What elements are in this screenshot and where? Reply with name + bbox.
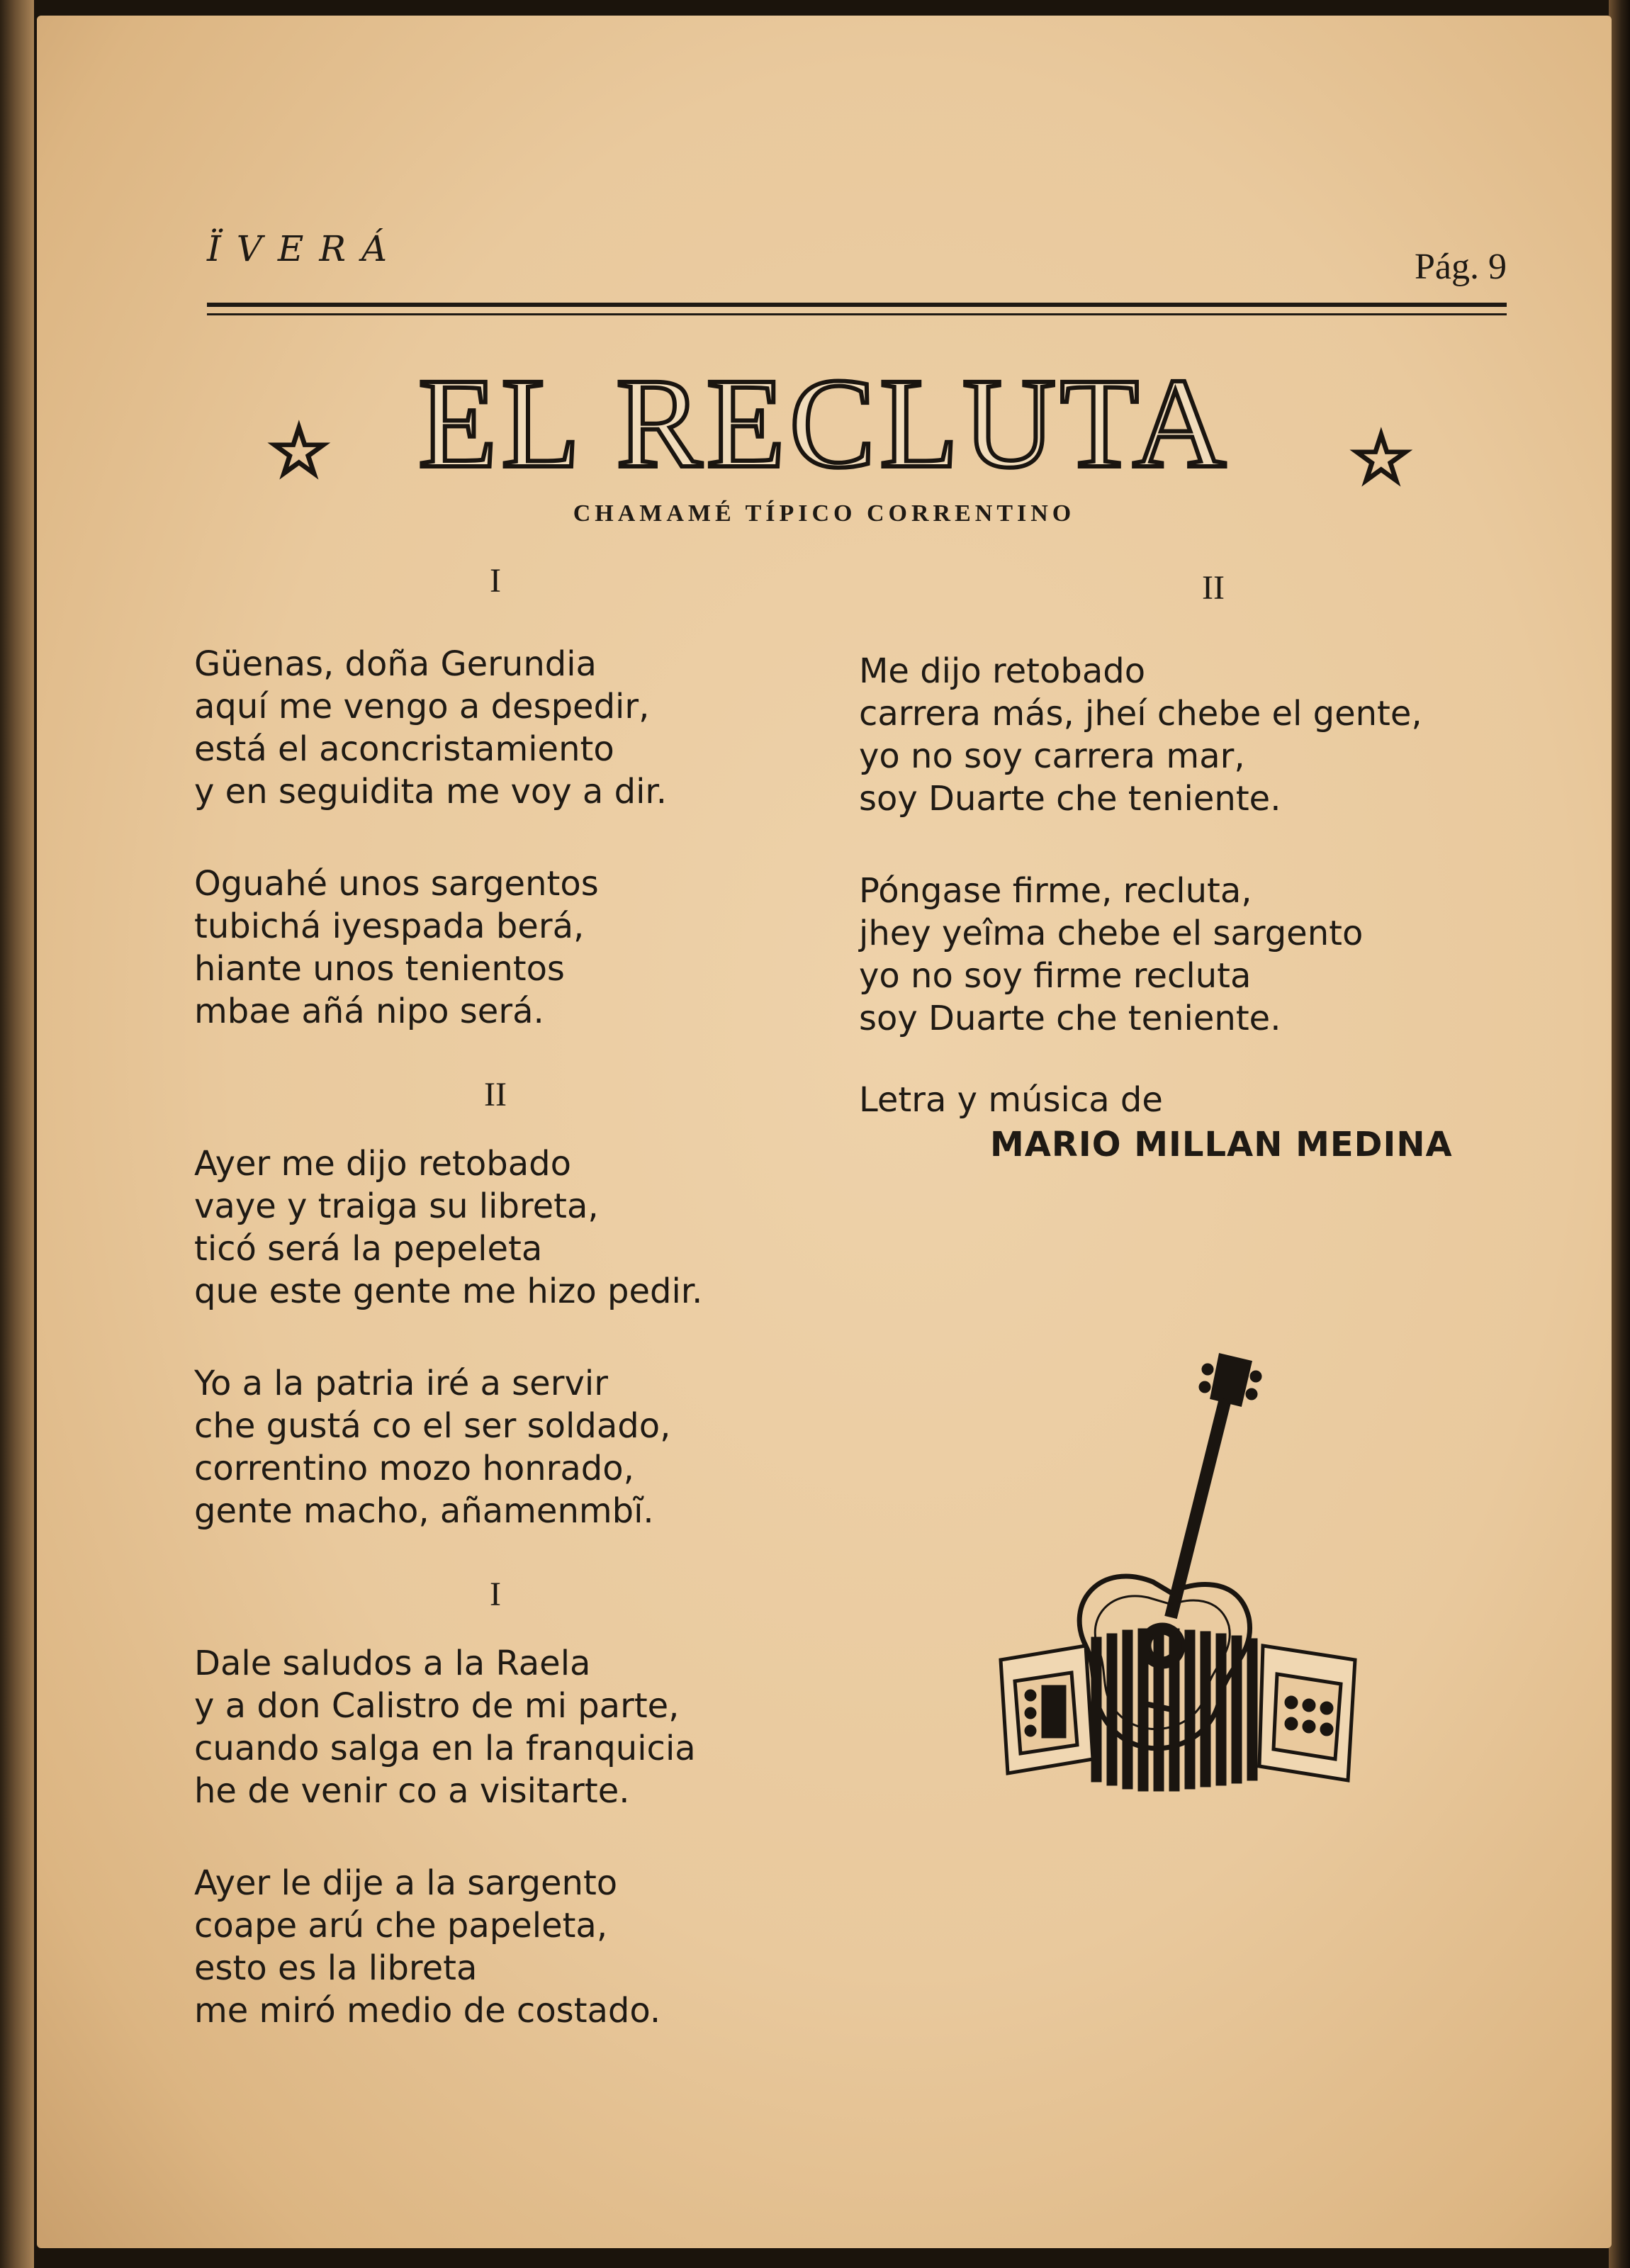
lyric-line: esto es la libreta [194,1948,478,1988]
lyric-line: coape arú che papeleta, [194,1906,608,1946]
song-title: EL RECLUTA [418,352,1230,495]
lyric-line: gente macho, añamenmbĩ. [194,1491,654,1531]
lyric-line: jhey yeîma chebe el sargento [859,914,1364,953]
section-numeral: I [490,562,501,600]
stanza [859,650,1568,820]
song-subtitle: CHAMAMÉ TÍPICO CORRENTINO [573,500,1076,527]
lyric-line: Dale saludos a la Raela [194,1644,591,1683]
credit-line: Letra y música de [859,1080,1163,1120]
lyric-line: yo no soy carrera mar, [859,736,1245,776]
lyric-line: que este gente me hizo pedir. [194,1271,703,1311]
lyric-line: me miró medio de costado. [194,1991,661,2031]
lyric-line: Me dijo retobado [859,651,1146,691]
lyric-line: vaye y traiga su libreta, [194,1186,599,1226]
book-page-edge [0,0,34,2268]
accordion-icon [1001,1630,1355,1790]
lyric-line: mbae añá nipo será. [194,992,544,1031]
stanza [194,863,867,1033]
lyric-line: tubichá iyespada berá, [194,906,585,946]
header-rule-thick [207,303,1507,307]
stanza [859,870,1568,1040]
star-icon: ☆ [267,410,331,493]
stanza [194,1862,867,2032]
lyric-line: ticó será la pepeleta [194,1229,543,1269]
publication-name: ÏVERÁ [207,228,403,269]
lyric-line: Oguahé unos sargentos [194,864,599,904]
lyrics-left-column [194,561,867,2032]
lyric-line: Yo a la patria iré a servir [194,1364,608,1403]
lyrics-right-column [859,568,1568,1168]
lyric-line: y a don Calistro de mi parte, [194,1686,680,1726]
author-name: MARIO MILLAN MEDINA [990,1125,1453,1164]
section-numeral: II [1202,569,1225,607]
section-numeral: I [490,1576,501,1613]
lyric-line: soy Duarte che teniente. [859,999,1281,1038]
lyric-line: soy Duarte che teniente. [859,779,1281,819]
section-numeral: II [484,1076,507,1113]
lyric-line: cuando salga en la franquicia [194,1729,696,1768]
guitar-and-accordion-illustration [987,1348,1383,1816]
lyric-line: y en seguidita me voy a dir. [194,772,667,812]
lyric-line: he de venir co a visitarte. [194,1771,630,1811]
lyric-line: hiante unos tenientos [194,949,565,989]
lyric-line: Póngase firme, recluta, [859,871,1252,911]
lyric-line: está el aconcristamiento [194,729,614,769]
lyric-line: Ayer le dije a la sargento [194,1863,618,1903]
lyric-line: aquí me vengo a despedir, [194,687,650,726]
magazine-page [37,16,1612,2248]
lyric-line: correntino mozo honrado, [194,1449,634,1488]
lyric-line: Ayer me dijo retobado [194,1144,571,1184]
lyric-line: yo no soy firme recluta [859,956,1252,996]
stanza [194,1642,867,1812]
stanza [194,1362,867,1532]
lyric-line: Güenas, doña Gerundia [194,644,597,684]
star-icon: ☆ [1349,417,1413,500]
header-rule-thin [207,313,1507,315]
lyric-line: carrera más, jheí chebe el gente, [859,694,1422,734]
page-number: Pág. 9 [1415,247,1507,287]
stanza [194,1143,867,1313]
stanza [194,643,867,813]
lyric-line: che gustá co el ser soldado, [194,1406,671,1446]
book-spine [1609,0,1630,2268]
